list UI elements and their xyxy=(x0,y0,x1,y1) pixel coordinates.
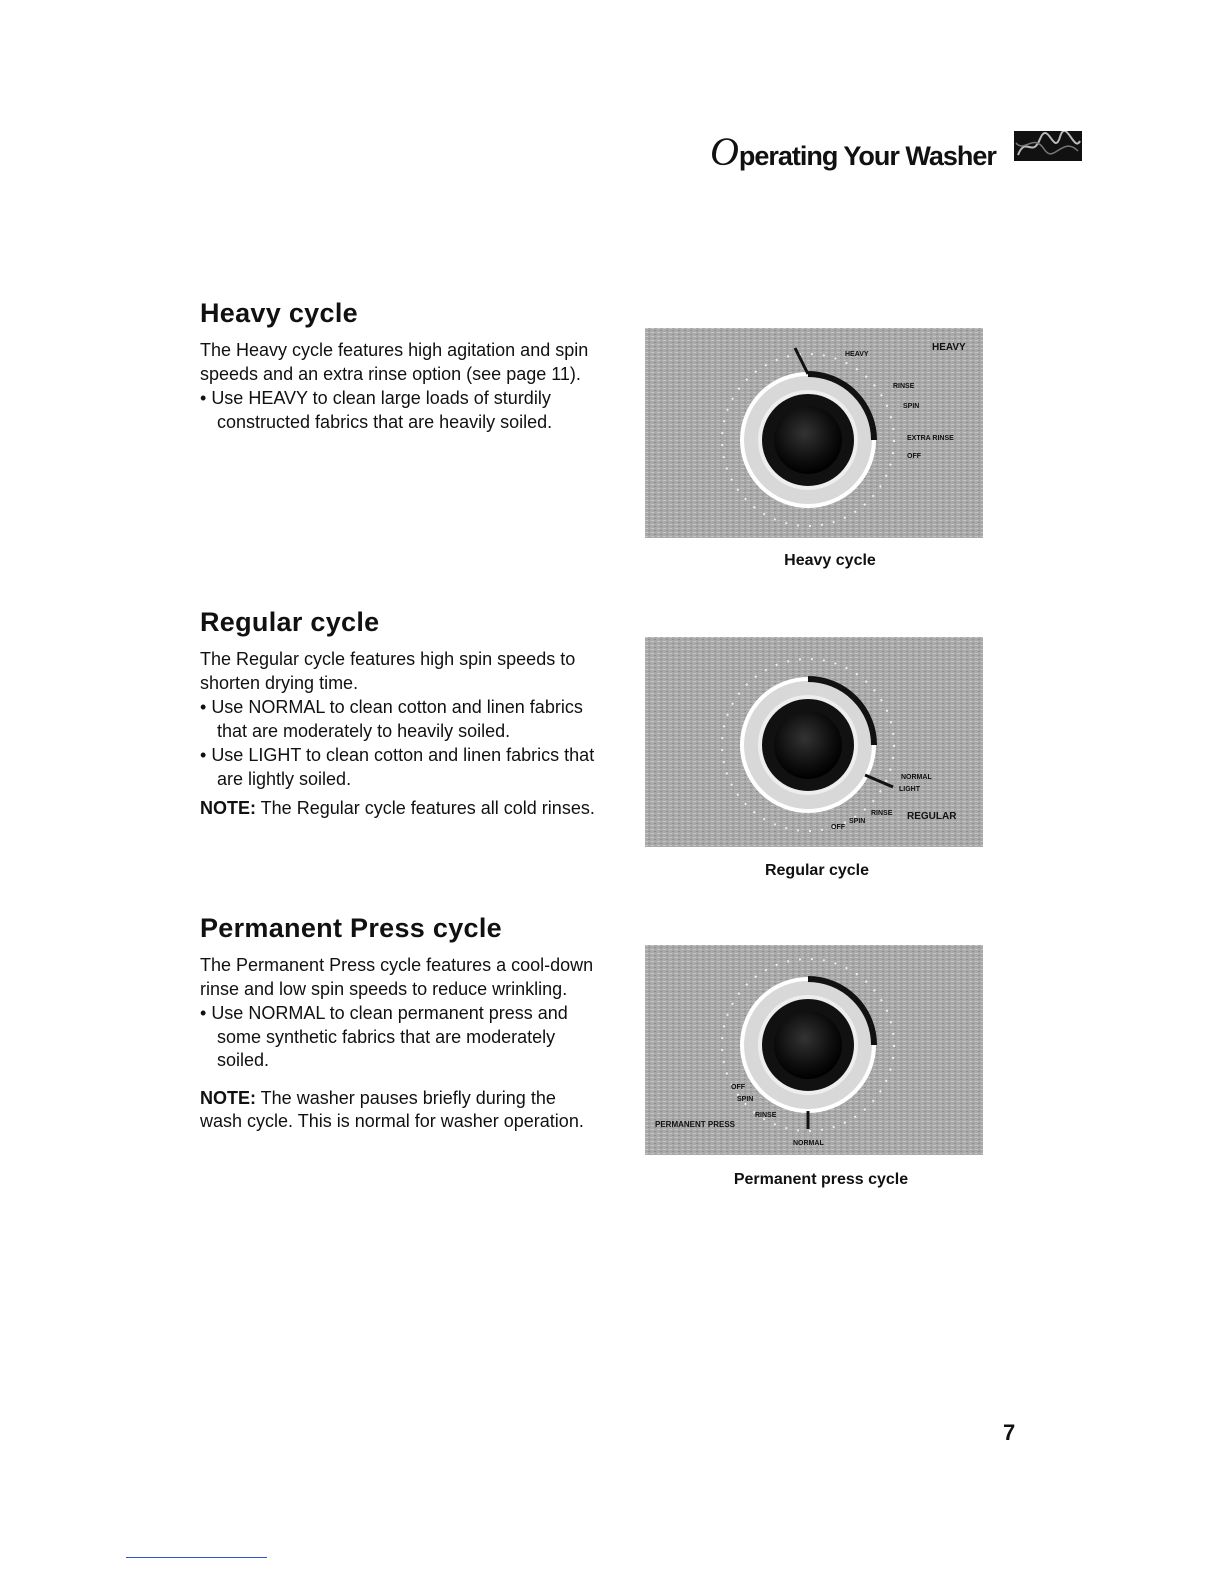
dial-label: RINSE xyxy=(893,383,915,390)
dial-label: LIGHT xyxy=(899,786,920,793)
dial-label: OFF xyxy=(831,824,845,831)
running-header xyxy=(710,128,996,175)
section-permanent-press-cycle xyxy=(200,913,600,1134)
header-title-text: perating Your Washer xyxy=(738,141,996,171)
photo-caption: Regular cycle xyxy=(764,862,870,879)
section-regular-cycle xyxy=(200,607,600,821)
photo-caption: Heavy cycle xyxy=(784,552,876,569)
bullet-item: • Use HEAVY to clean large loads of sturdily constructed fabrics that are heavily soiled. xyxy=(200,388,553,432)
bullet-item: • Use NORMAL to clean cotton and linen fabrics that are moderately to heavily soiled. xyxy=(200,697,583,741)
page-number: 7 xyxy=(1003,1420,1016,1445)
header-initial: O xyxy=(710,129,739,174)
section-intro: The Regular cycle features high spin speeds to shorten drying time. xyxy=(200,649,576,693)
heavy-cycle-dial-photo xyxy=(645,328,983,538)
footer-rule xyxy=(126,1557,267,1558)
section-intro: The Heavy cycle features high agitation and spin speeds and an extra rinse option (see page 11). xyxy=(200,340,589,384)
dial-label: OFF xyxy=(731,1084,745,1091)
dial-label: EXTRA RINSE xyxy=(907,435,954,442)
dial-label: OFF xyxy=(907,453,921,460)
dial-label: REGULAR xyxy=(907,811,957,822)
dial-label: NORMAL xyxy=(793,1140,824,1147)
bullet-text: Use NORMAL to clean permanent press and some synthetic fabrics that are moderately soiled. xyxy=(211,1003,568,1070)
note-label: NOTE: xyxy=(200,798,256,818)
decorative-emblem-icon xyxy=(1014,131,1082,161)
note xyxy=(200,1087,600,1134)
bullet-item: • Use LIGHT to clean cotton and linen fabrics that are lightly soiled. xyxy=(200,745,595,789)
dial-label: SPIN xyxy=(903,403,920,410)
bullet-item: • Use NORMAL to clean permanent press and some synthetic fabrics that are moderately soiled. xyxy=(200,1003,568,1070)
permanent-press-dial-photo xyxy=(645,945,983,1155)
section-heavy-cycle xyxy=(200,298,600,434)
note-label: NOTE: xyxy=(200,1087,256,1108)
bullet-text: Use HEAVY to clean large loads of sturdily constructed fabrics that are heavily soiled. xyxy=(211,388,553,432)
dial-label: HEAVY xyxy=(845,351,869,358)
dial-label: RINSE xyxy=(871,810,893,817)
dial-label: HEAVY xyxy=(932,342,966,353)
regular-cycle-dial-photo xyxy=(645,637,983,847)
dial-label: SPIN xyxy=(849,818,866,825)
note xyxy=(200,797,600,821)
dial-label: SPIN xyxy=(737,1096,754,1103)
note-text: The washer pauses briefly during the wash cycle. This is normal for washer operation. xyxy=(200,1087,584,1131)
bullet-text: Use NORMAL to clean cotton and linen fabrics that are moderately to heavily soiled. xyxy=(211,697,583,741)
section-heading: Heavy cycle xyxy=(200,298,358,328)
note-text: The Regular cycle features all cold rinses. xyxy=(256,798,595,818)
photo-caption: Permanent press cycle xyxy=(733,1171,909,1188)
bullet-text: Use LIGHT to clean cotton and linen fabrics that are lightly soiled. xyxy=(211,745,595,789)
dial-label: NORMAL xyxy=(901,774,932,781)
section-intro: The Permanent Press cycle features a cool-down rinse and low spin speeds to reduce wrinkling. xyxy=(200,955,594,999)
dial-label: PERMANENT PRESS xyxy=(655,1120,736,1129)
section-heading: Regular cycle xyxy=(200,607,380,637)
section-heading: Permanent Press cycle xyxy=(200,913,502,943)
dial-label: RINSE xyxy=(755,1112,777,1119)
